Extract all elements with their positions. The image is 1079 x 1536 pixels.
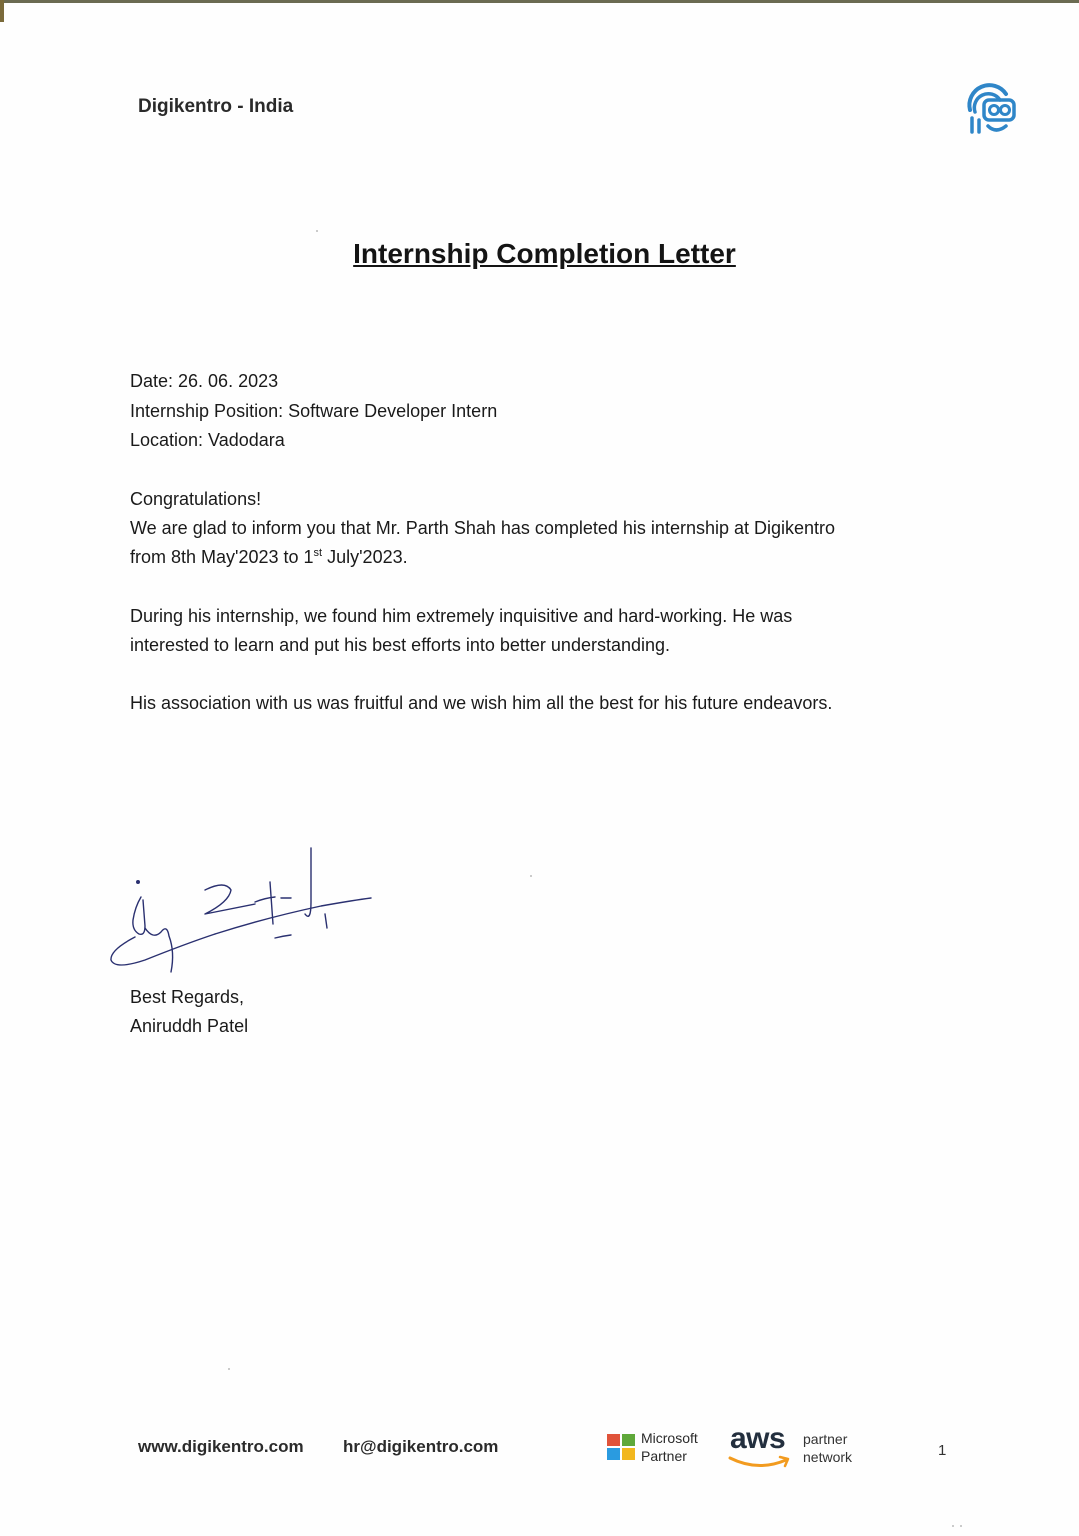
digikentro-robot-logo-icon — [958, 76, 1020, 138]
completion-line-2 — [130, 543, 970, 572]
microsoft-logo-icon — [607, 1432, 637, 1462]
wishes-paragraph: His association with us was fruitful and we wish him all the best for his future endeavors. — [130, 693, 833, 713]
aws-smile-icon — [728, 1452, 794, 1472]
aws-network-label: network — [803, 1449, 853, 1465]
footer-email: hr@digikentro.com — [343, 1437, 499, 1456]
location-line: Location: Vadodara — [130, 430, 285, 450]
completion-line-1: We are glad to inform you that Mr. Parth Shah has completed his internship at Digikentro — [130, 518, 836, 538]
partner-label: Partner — [641, 1448, 687, 1464]
letter-title: Internship Completion Letter — [353, 238, 736, 269]
page-number: 1 — [938, 1442, 947, 1459]
aws-partner-label: partner — [803, 1431, 848, 1447]
scan-edge-left — [0, 0, 4, 22]
signatory-name: Aniruddh Patel — [130, 1016, 249, 1036]
microsoft-partner-text — [641, 1429, 698, 1465]
date-line: Date: 26. 06. 2023 — [130, 371, 279, 391]
scan-edge-top — [0, 0, 1079, 3]
evaluation-line-2: interested to learn and put his best efforts into better understanding. — [130, 635, 671, 655]
aws-partner-network-text — [803, 1430, 852, 1466]
signature-icon — [105, 842, 380, 977]
ordinal-suffix: st — [313, 547, 323, 559]
greeting: Congratulations! — [130, 489, 262, 509]
microsoft-label: Microsoft — [641, 1430, 698, 1446]
aws-logo-text: aws — [730, 1422, 786, 1455]
completion-paragraph — [130, 514, 970, 572]
company-name: Digikentro - India — [138, 96, 294, 117]
scan-speck — [960, 1525, 962, 1527]
position-line: Internship Position: Software Developer Intern — [130, 400, 498, 421]
scan-speck — [952, 1525, 954, 1527]
scan-speck — [316, 230, 318, 232]
completion-dates-end: July'2023. — [322, 547, 408, 567]
regards-line: Best Regards, — [130, 987, 245, 1007]
scan-speck — [228, 1368, 230, 1370]
evaluation-paragraph — [130, 602, 970, 660]
footer-website: www.digikentro.com — [138, 1437, 304, 1456]
completion-dates-start: from 8th May'2023 to 1 — [130, 547, 314, 567]
evaluation-line-1: During his internship, we found him extremely inquisitive and hard-working. He was — [130, 606, 793, 626]
letter-details — [130, 367, 497, 456]
scan-speck — [530, 875, 532, 877]
closing-block — [130, 983, 248, 1041]
